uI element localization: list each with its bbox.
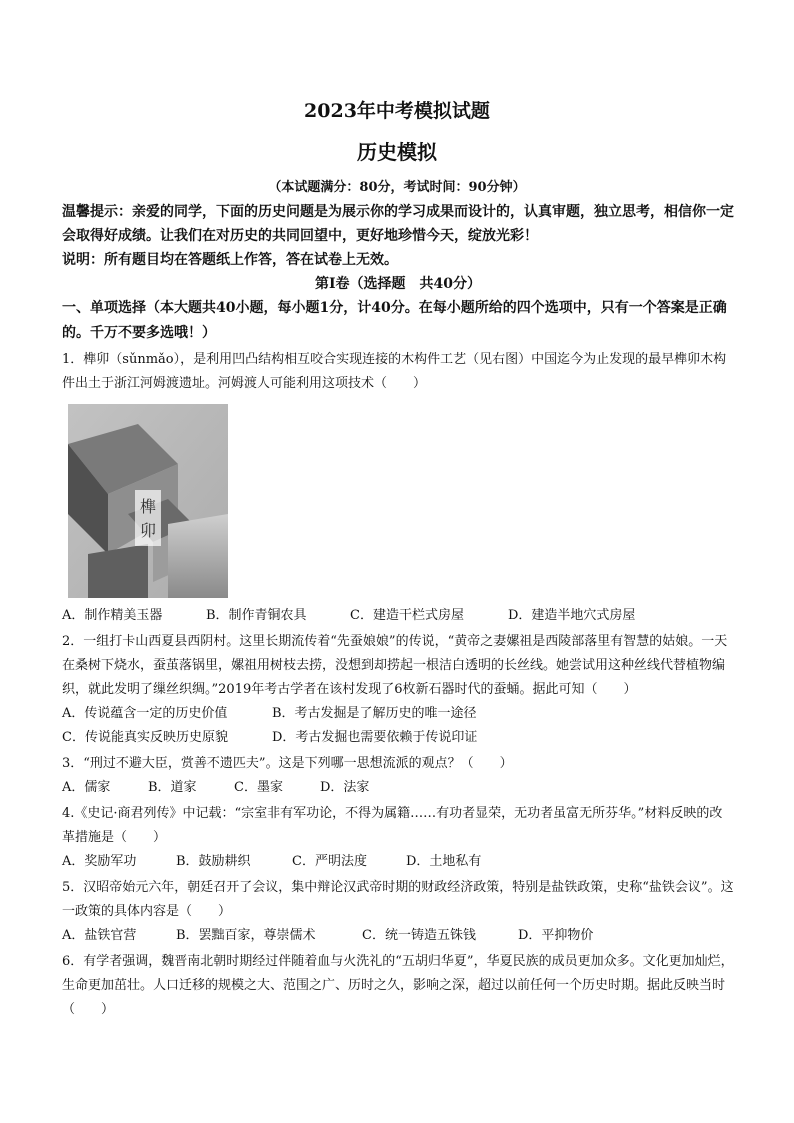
question-2-stem: 2．一组打卡山西夏县西阴村。这里长期流传着“先蚕娘娘”的传说，“黄帝之妻嫘祖是西陵部落里有智慧的姑娘。一天在桑树下烧水，蚕茧落锅里，嫘祖用树枝去捞，没想到却捞起一根洁白透明的长丝线。她尝试用这种丝线代替植物编织，就此发明了缫丝织绸。”2019年考古学者在该村发现了6枚新石器时代的蚕蛹。据此可知（ ） xyxy=(62,634,728,697)
question-5-stem: 5．汉昭帝始元六年，朝廷召开了会议，集中辩论汉武帝时期的财政经济政策，特别是盐铁政策，史称“盐铁会议”。这一政策的具体内容是（ ） xyxy=(62,880,734,919)
option-a[interactable]: A．奖励军功 xyxy=(62,854,137,869)
option-c[interactable]: C．统一铸造五铢钱 xyxy=(362,928,476,943)
answer-note: 说明：所有题目均在答题纸上作答，答在试卷上无效。 xyxy=(62,252,398,268)
exam-content xyxy=(62,200,734,1022)
option-b[interactable]: B．道家 xyxy=(148,780,197,795)
exam-subject: 历史模拟 xyxy=(357,140,437,164)
option-b[interactable]: B．罢黜百家，尊崇儒术 xyxy=(176,928,316,943)
option-b[interactable]: B．考古发掘是了解历史的唯一途径 xyxy=(272,706,477,721)
score-time-line: （本试题满分：80分，考试时间：90分钟） xyxy=(268,180,526,195)
part-heading: 第Ⅰ卷（选择题 共40分） xyxy=(314,276,482,292)
question-3-stem: 3．“刑过不避大臣，赏善不遗匹夫”。这是下列哪一思想流派的观点？（ ） xyxy=(62,756,513,771)
tenon-label: 榫 xyxy=(139,497,157,516)
option-c[interactable]: C．传说能真实反映历史原貌 xyxy=(62,730,228,745)
option-d[interactable]: D．建造半地穴式房屋 xyxy=(508,608,636,623)
question-2-options-row-2 xyxy=(62,726,734,750)
question-5-options xyxy=(62,924,734,948)
option-d[interactable]: D．平抑物价 xyxy=(518,928,594,943)
option-b[interactable]: B．制作青铜农具 xyxy=(206,608,307,623)
option-b[interactable]: B．鼓励耕织 xyxy=(176,854,251,869)
option-a[interactable]: A．儒家 xyxy=(62,780,111,795)
option-a[interactable]: A．制作精美玉器 xyxy=(62,608,163,623)
question-1-stem: 1．榫卯（sǔnmǎo），是利用凹凸结构相互咬合实现连接的木构件工艺（见右图）中国迄今为止发现的最早榫卯木构件出土于浙江河姆渡遗址。河姆渡人可能利用这项技术（ ） xyxy=(62,352,727,391)
option-c[interactable]: C．严明法度 xyxy=(292,854,367,869)
mortise-label: 卯 xyxy=(139,521,157,540)
mortise-tenon-photo xyxy=(68,404,228,598)
option-d[interactable]: D．土地私有 xyxy=(406,854,482,869)
option-a[interactable]: A．盐铁官营 xyxy=(62,928,137,943)
option-c[interactable]: C．建造干栏式房屋 xyxy=(350,608,464,623)
option-d[interactable]: D．考古发掘也需要依赖于传说印证 xyxy=(272,730,478,745)
question-6-stem: 6．有学者强调，魏晋南北朝时期经过伴随着血与火洗礼的“五胡归华夏”，华夏民族的成员更加众多。文化更加灿烂，生命更加茁壮。人口迁移的规模之大、范围之广、历时之久，影响之深，超过以前任何一个历史时期。据此反映当时（ ） xyxy=(62,954,734,1017)
option-c[interactable]: C．墨家 xyxy=(234,780,283,795)
question-2-options-row-1 xyxy=(62,702,734,726)
option-a[interactable]: A．传说蕴含一定的历史价值 xyxy=(62,706,228,721)
question-4-stem: 4.《史记·商君列传》中记载：“宗室非有军功论，不得为属籍……有功者显荣，无功者虽富无所芬华。”材料反映的改革措施是（ ） xyxy=(62,806,723,845)
option-d[interactable]: D．法家 xyxy=(320,780,370,795)
exam-title: 2023年中考模拟试题 xyxy=(304,100,490,122)
question-4-options xyxy=(62,850,734,874)
question-3-options xyxy=(62,776,734,800)
section-heading: 一、单项选择（本大题共40小题，每小题1分，计40分。在每小题所给的四个选项中，只有一个答案是正确的。千万不要多选哦！） xyxy=(62,300,727,341)
question-1-options xyxy=(62,604,734,628)
warm-tip: 温馨提示：亲爱的同学，下面的历史问题是为展示你的学习成果而设计的，认真审题，独立思考，相信你一定会取得好成绩。让我们在对历史的共同回望中，更好地珍惜今天，绽放光彩！ xyxy=(62,204,734,244)
